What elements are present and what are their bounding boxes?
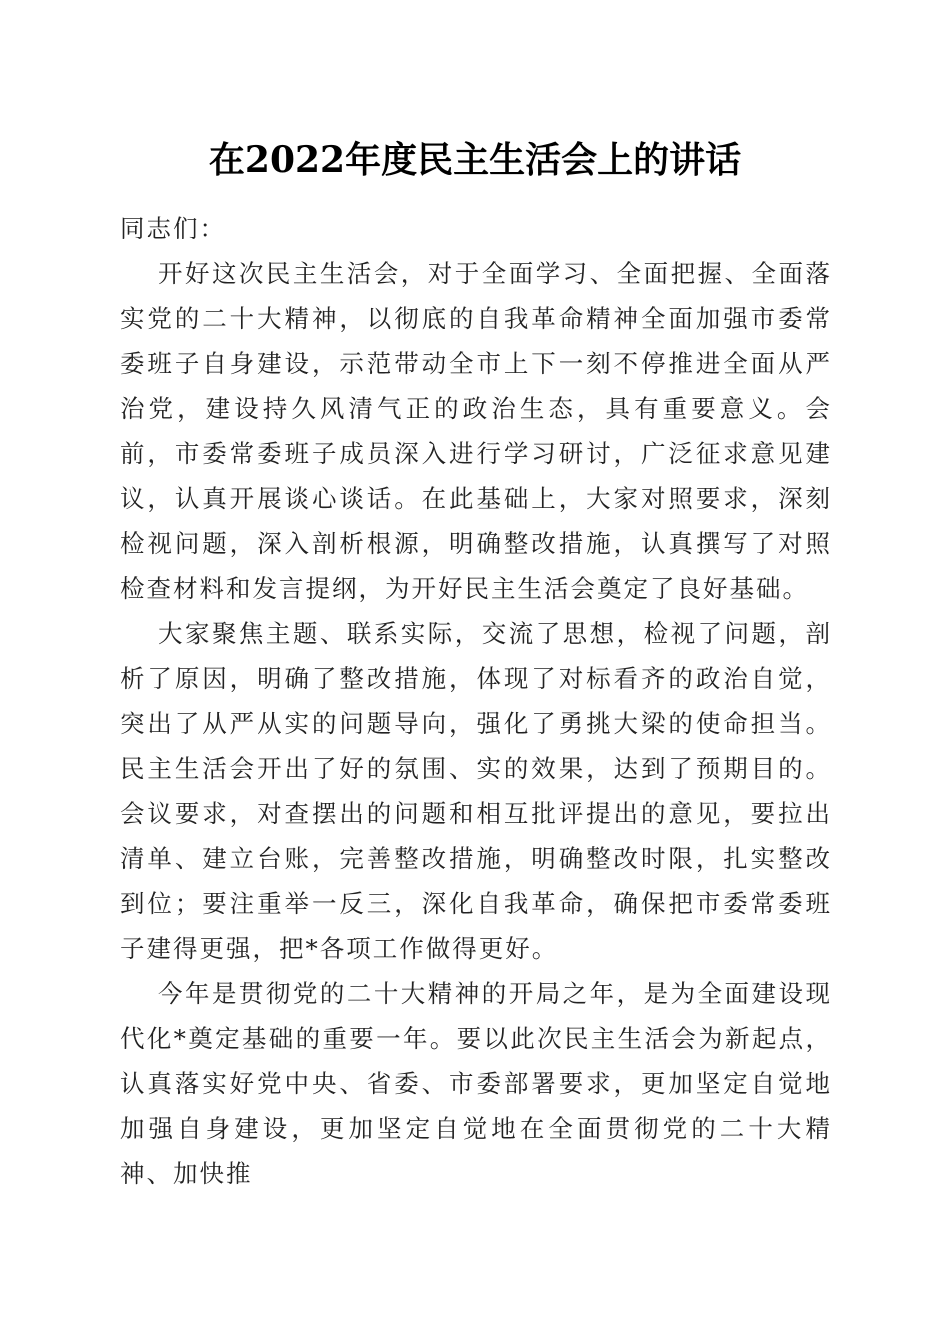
document-body [120, 206, 832, 1196]
paragraph: 大家聚焦主题、联系实际，交流了思想，检视了问题，剖析了原因，明确了整改措施，体现了对标看齐的政治自觉，突出了从严从实的问题导向，强化了勇挑大梁的使命担当。民主生活会开出了好的氛围、实的效果，达到了预期目的。会议要求，对查摆出的问题和相互批评提出的意见，要拉出清单、建立台账，完善整改措施，明确整改时限，扎实整改到位；要注重举一反三，深化自我革命，确保把市委常委班子建得更强，把*各项工作做得更好。 [120, 619, 832, 963]
paragraph: 开好这次民主生活会，对于全面学习、全面把握、全面落实党的二十大精神，以彻底的自我革命精神全面加强市委常委班子自身建设，示范带动全市上下一刻不停推进全面从严治党，建设持久风清气正的政治生态，具有重要意义。会前，市委常委班子成员深入进行学习研讨，广泛征求意见建议，认真开展谈心谈话。在此基础上，大家对照要求，深刻检视问题，深入剖析根源，明确整改措施，认真撰写了对照检查材料和发言提纲，为开好民主生活会奠定了良好基础。 [120, 259, 832, 603]
salutation: 同志们： [120, 214, 226, 243]
paragraph: 今年是贯彻党的二十大精神的开局之年，是为全面建设现代化*奠定基础的重要一年。要以此次民主生活会为新起点，认真落实好党中央、省委、市委部署要求，更加坚定自觉地加强自身建设，更加坚定自觉地在全面贯彻党的二十大精神、加快推 [120, 979, 832, 1188]
document-title: 在2022年度民主生活会上的讲话 [208, 139, 742, 181]
